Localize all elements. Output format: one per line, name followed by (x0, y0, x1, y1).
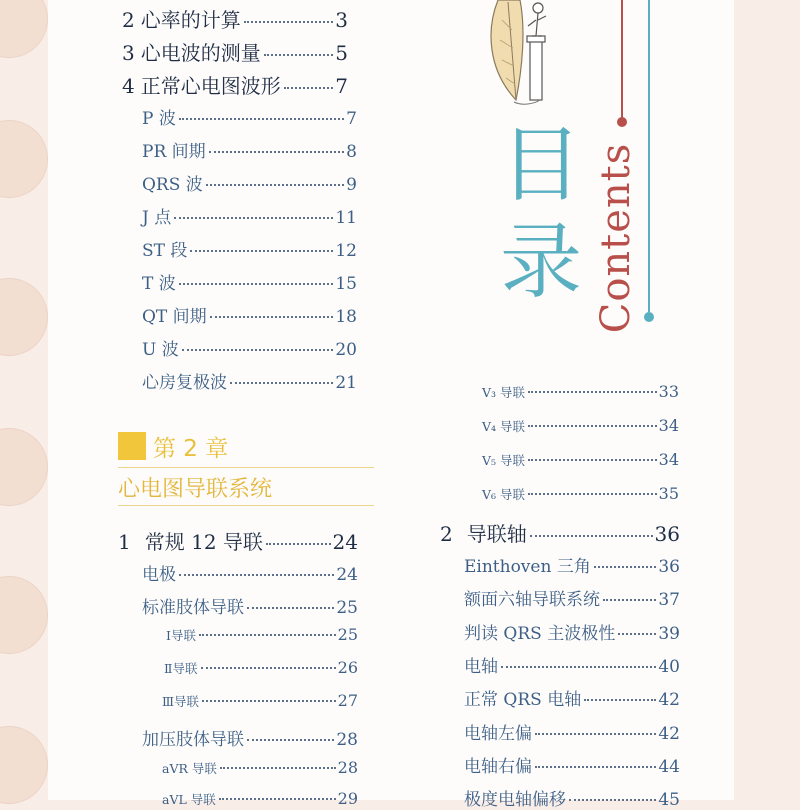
entry-label: V₆ 导联 (482, 487, 526, 502)
chapter-marker-square (118, 432, 146, 460)
toc-entry[interactable] (440, 518, 680, 547)
entry-label: 标准肢体导联 (142, 598, 244, 618)
leader-dots (528, 493, 657, 495)
entry-label: 加压肢体导联 (142, 730, 244, 750)
entry-label: P 波 (142, 109, 176, 129)
toc-entry[interactable] (482, 484, 679, 503)
entry-page: 5 (335, 41, 348, 65)
entry-page: 28 (336, 730, 358, 750)
background-circle (0, 428, 48, 506)
toc-entry[interactable] (118, 526, 358, 555)
entry-label: U 波 (142, 340, 179, 360)
toc-entry[interactable] (142, 236, 357, 261)
entry-label: 常规 12 导联 (144, 530, 263, 554)
entry-number: 2 (440, 522, 453, 546)
entry-label: V₅ 导联 (482, 453, 526, 468)
entry-label: 电极 (142, 565, 176, 585)
toc-entry[interactable] (464, 619, 680, 644)
leader-dots (264, 54, 334, 56)
background-circle (0, 120, 48, 198)
entry-page: 36 (654, 522, 680, 546)
entry-label: Einthoven 三角 (464, 557, 591, 577)
entry-page: 20 (335, 340, 357, 360)
leader-dots (528, 459, 657, 461)
background-circle (0, 278, 48, 356)
entry-page: 12 (335, 241, 357, 261)
entry-page: 37 (658, 590, 680, 610)
entry-label: ST 段 (142, 241, 188, 261)
entry-page: 39 (658, 624, 680, 644)
teal-vertical-line (648, 0, 650, 312)
entry-page: 34 (658, 450, 679, 469)
entry-page: 25 (336, 598, 358, 618)
toc-entry[interactable] (142, 203, 357, 228)
leader-dots (244, 21, 334, 23)
entry-page: 33 (658, 382, 679, 401)
entry-page: 18 (335, 307, 357, 327)
entry-page: 11 (335, 208, 357, 228)
title-char-mu: 目 (500, 118, 583, 213)
entry-label: 导联轴 (466, 522, 527, 546)
entry-page: 42 (658, 690, 680, 710)
entry-label: 正常 QRS 电轴 (464, 690, 582, 710)
title-char-lu: 录 (500, 215, 583, 310)
entry-label: PR 间期 (142, 142, 206, 162)
entry-number: 4 (122, 74, 135, 98)
entry-label: aVR 导联 (162, 761, 217, 776)
toc-entry[interactable] (482, 450, 679, 469)
leader-dots (594, 566, 657, 568)
leader-dots (528, 425, 657, 427)
chapter-number: 第 2 章 (153, 436, 229, 462)
entry-page: 40 (658, 657, 680, 677)
contents-word: Contents (593, 142, 639, 334)
entry-page: 35 (658, 484, 679, 503)
entry-page: 24 (336, 565, 358, 585)
entry-page: 34 (658, 416, 679, 435)
toc-entry[interactable] (142, 137, 357, 162)
chapter-divider (118, 467, 374, 468)
toc-entry[interactable] (142, 302, 357, 327)
entry-number: 3 (122, 41, 135, 65)
chapter-title: 心电图导联系统 (118, 477, 273, 502)
leader-dots (201, 667, 336, 669)
leader-dots (199, 634, 336, 636)
entry-page: 7 (335, 74, 348, 98)
toc-entry[interactable] (464, 552, 680, 577)
entry-label: 正常心电图波形 (140, 74, 281, 98)
entry-number: 2 (122, 8, 135, 32)
entry-number: 1 (118, 530, 131, 554)
entry-label: 心电波的测量 (140, 41, 261, 65)
entry-label: Ⅱ导联 (164, 661, 198, 676)
entry-label: 心率的计算 (140, 8, 241, 32)
entry-page: 24 (332, 530, 358, 554)
toc-entry[interactable] (482, 416, 679, 435)
toc-entry[interactable] (464, 685, 680, 710)
toc-entry[interactable] (162, 691, 358, 710)
toc-entry[interactable] (166, 625, 358, 644)
leader-dots (202, 700, 336, 702)
entry-label: V₄ 导联 (482, 419, 526, 434)
toc-entry[interactable] (464, 585, 680, 610)
entry-label: V₃ 导联 (482, 385, 526, 400)
leader-dots (179, 118, 344, 120)
leader-dots (220, 767, 336, 769)
toc-entry[interactable] (122, 37, 348, 66)
leader-dots (530, 535, 653, 537)
leader-dots (179, 574, 334, 576)
chapter-divider (118, 505, 374, 506)
entry-label: 额面六轴导联系统 (464, 590, 600, 610)
background-circle (0, 0, 48, 58)
entry-page: 9 (346, 175, 357, 195)
red-vertical-line (621, 0, 623, 118)
toc-entry[interactable] (122, 70, 348, 99)
entry-page: 3 (335, 8, 348, 32)
entry-page: 45 (658, 790, 680, 810)
leader-dots (535, 766, 656, 768)
entry-label: aVL 导联 (162, 792, 216, 807)
leader-dots (179, 283, 334, 285)
entry-label: 电轴 (464, 657, 498, 677)
toc-entry[interactable] (164, 658, 358, 677)
toc-entry[interactable] (464, 652, 680, 677)
entry-page: 36 (658, 557, 680, 577)
entry-label: 心房复极波 (142, 373, 227, 393)
background-circle (0, 726, 48, 804)
toc-entry[interactable] (464, 785, 680, 810)
toc-entry[interactable] (142, 593, 358, 618)
entry-page: 26 (337, 658, 358, 677)
leader-dots (501, 666, 656, 668)
leader-dots (284, 87, 334, 89)
toc-entry[interactable] (142, 368, 357, 393)
toc-entry[interactable] (162, 789, 358, 808)
leader-dots (174, 217, 333, 219)
quill-illustration-icon (478, 0, 558, 110)
toc-entry[interactable] (482, 382, 679, 401)
entry-label: Ⅰ导联 (166, 628, 196, 643)
leader-dots (528, 391, 657, 393)
toc-entry[interactable] (142, 335, 357, 360)
toc-entry[interactable] (162, 758, 358, 777)
entry-page: 44 (658, 757, 680, 777)
entry-page: 21 (335, 373, 357, 393)
toc-entry[interactable] (122, 4, 348, 33)
red-dot (617, 117, 627, 127)
entry-page: 7 (346, 109, 357, 129)
background-circle (0, 576, 48, 654)
toc-entry[interactable] (464, 719, 680, 744)
entry-label: QT 间期 (142, 307, 207, 327)
toc-entry[interactable] (142, 269, 357, 294)
entry-label: Ⅲ导联 (162, 694, 200, 709)
entry-label: 电轴左偏 (464, 724, 532, 744)
leader-dots (182, 349, 334, 351)
entry-label: T 波 (142, 274, 176, 294)
leader-dots (266, 543, 331, 545)
toc-entry[interactable] (142, 170, 357, 195)
leader-dots (209, 151, 345, 153)
entry-page: 42 (658, 724, 680, 744)
entry-label: 电轴右偏 (464, 757, 532, 777)
leader-dots (535, 733, 656, 735)
leader-dots (206, 184, 344, 186)
toc-entry[interactable] (142, 725, 358, 750)
entry-page: 29 (337, 789, 358, 808)
toc-entry[interactable] (142, 560, 358, 585)
leader-dots (603, 599, 656, 601)
entry-page: 15 (335, 274, 357, 294)
toc-entry[interactable] (464, 752, 680, 777)
leader-dots (230, 382, 333, 384)
leader-dots (247, 607, 334, 609)
entry-label: 极度电轴偏移 (464, 790, 566, 810)
entry-label: QRS 波 (142, 175, 203, 195)
teal-dot (644, 312, 654, 322)
leader-dots (247, 739, 334, 741)
leader-dots (569, 799, 656, 801)
entry-page: 28 (337, 758, 358, 777)
leader-dots (618, 633, 656, 635)
entry-label: 判读 QRS 主波极性 (464, 624, 616, 644)
leader-dots (584, 699, 656, 701)
leader-dots (210, 316, 334, 318)
entry-page: 27 (337, 691, 358, 710)
entry-page: 8 (346, 142, 357, 162)
entry-label: J 点 (142, 208, 172, 228)
leader-dots (190, 250, 333, 252)
entry-page: 25 (337, 625, 358, 644)
toc-entry[interactable] (142, 104, 357, 129)
